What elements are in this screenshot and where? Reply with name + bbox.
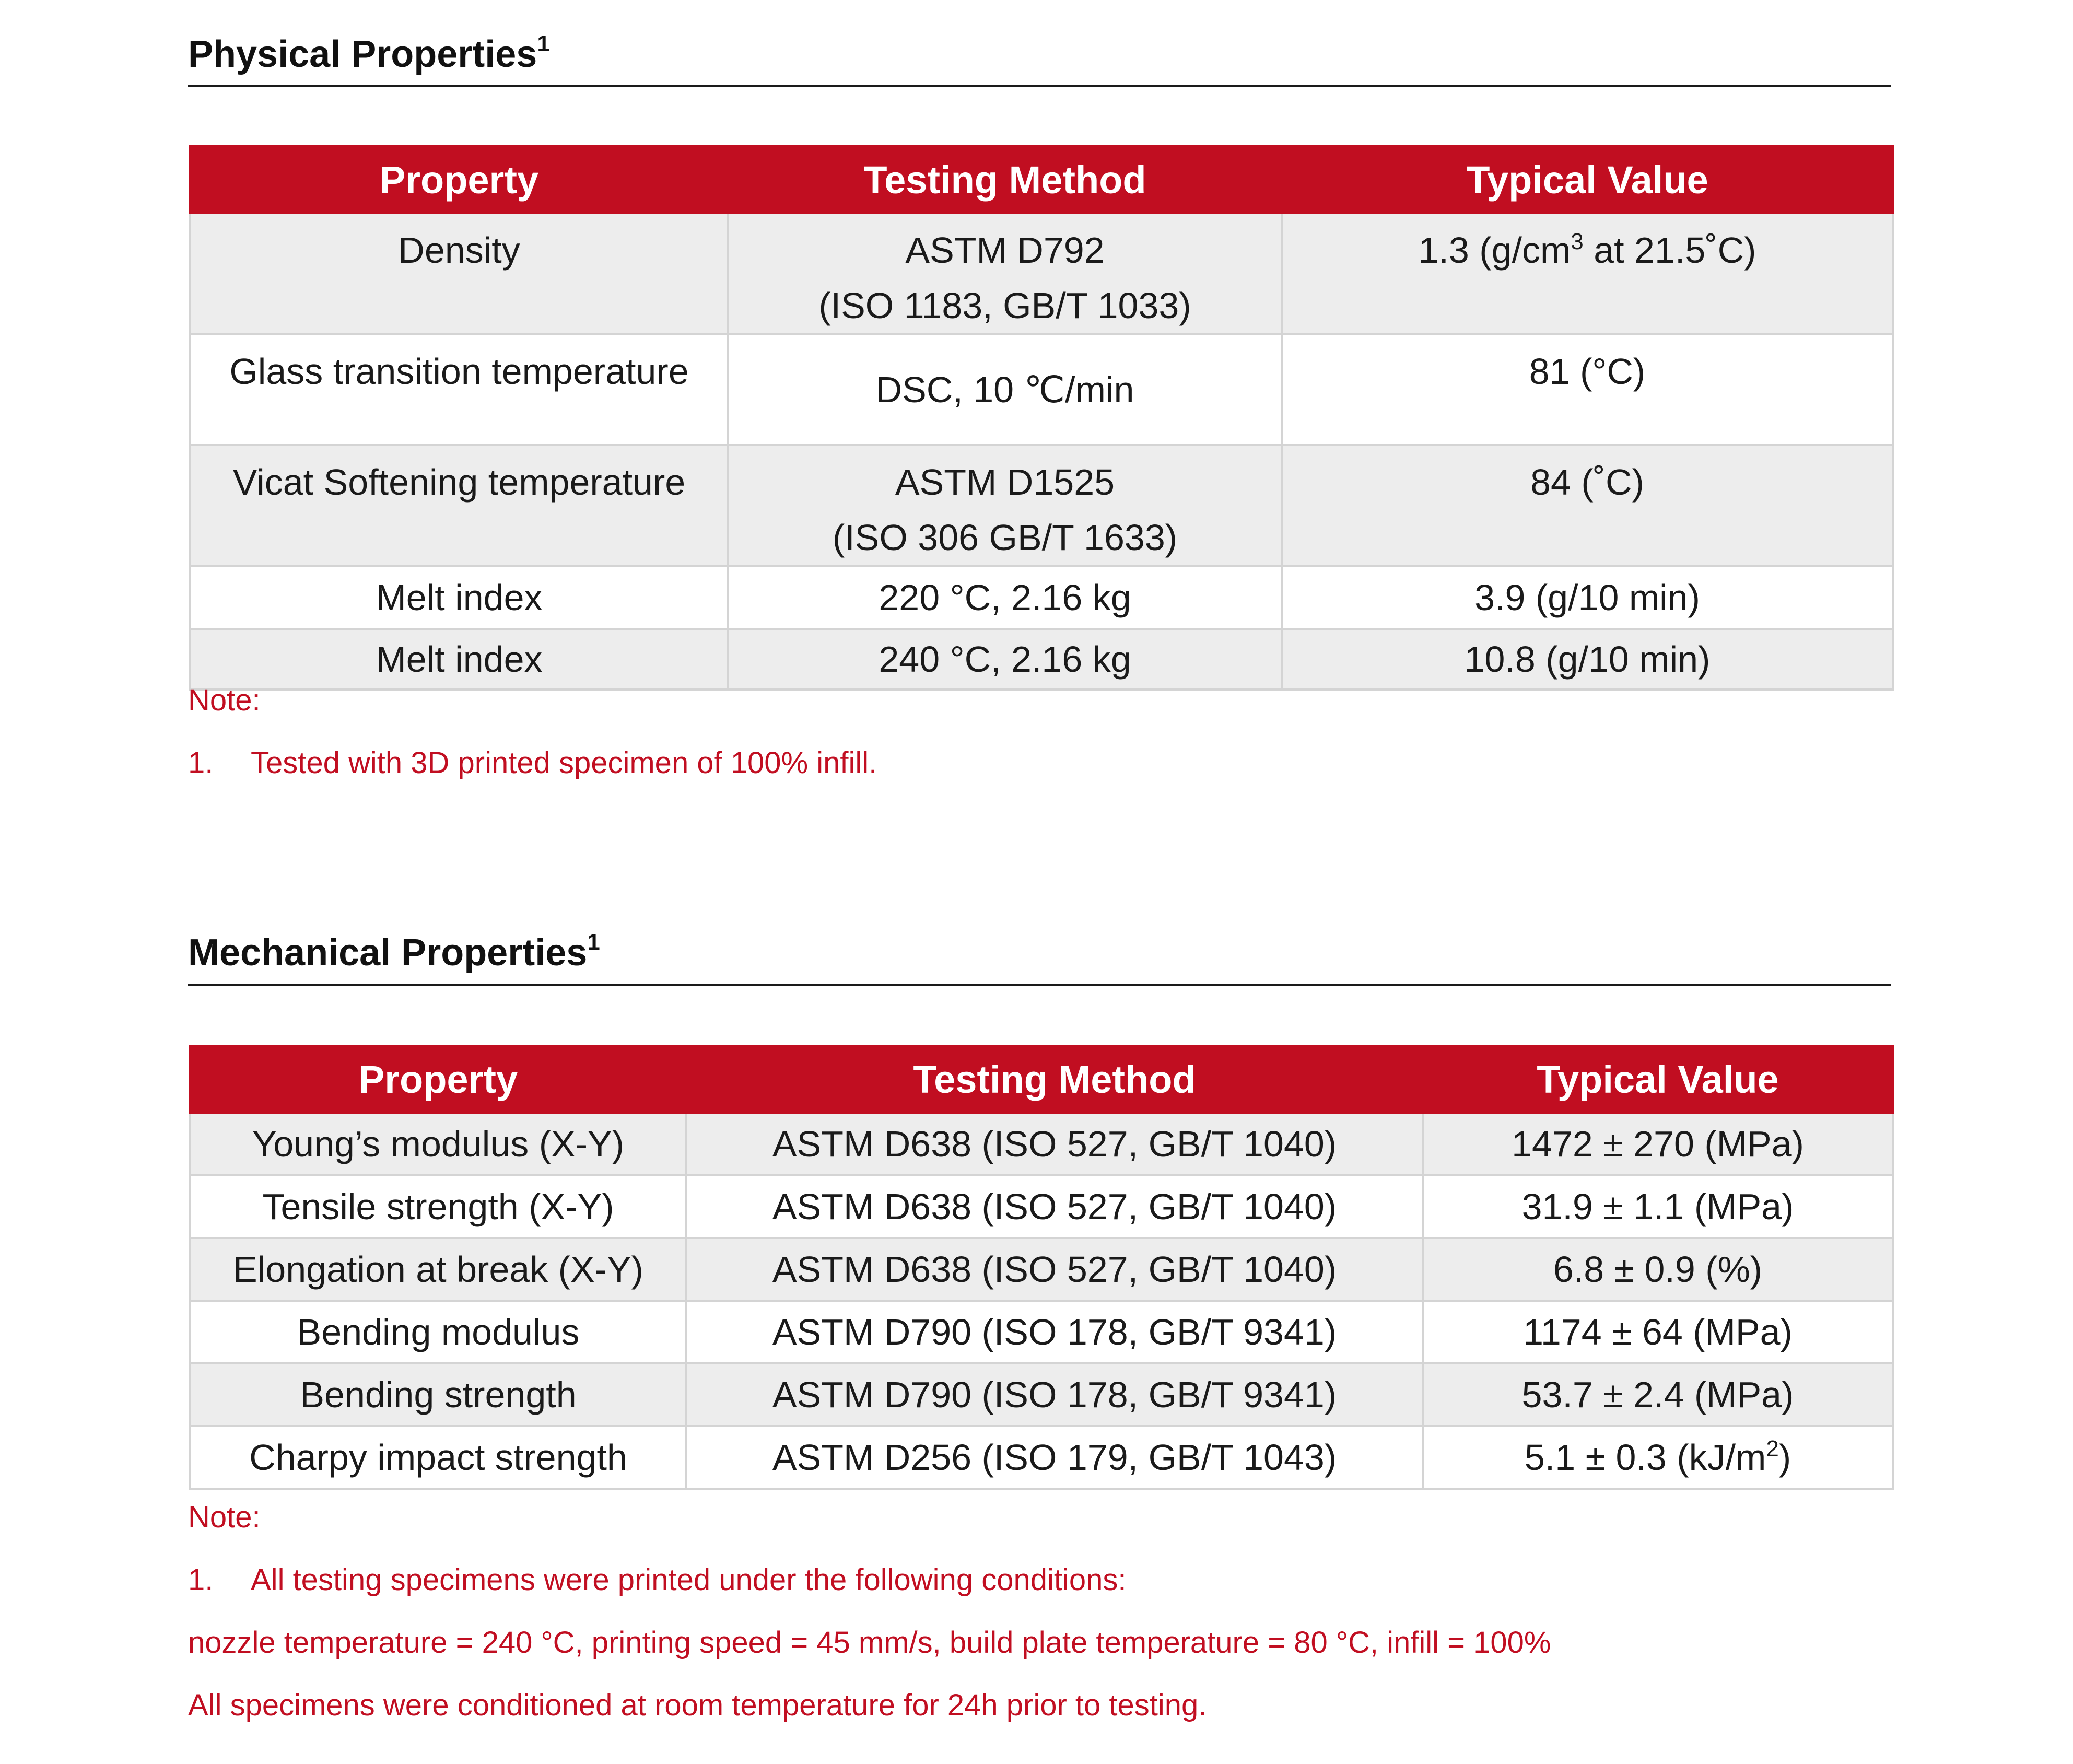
mechanical-note-item <box>188 1565 1126 1595</box>
cell-property: Young’s modulus (X-Y) <box>190 1113 686 1175</box>
cell-method: ASTM D256 (ISO 179, GB/T 1043) <box>686 1426 1423 1489</box>
table-header-row <box>190 1046 1893 1113</box>
method-line: 240 °C, 2.16 kg <box>879 639 1131 680</box>
value-superscript: 2 <box>1766 1436 1779 1462</box>
cell-method: ASTM D638 (ISO 527, GB/T 1040) <box>686 1175 1423 1238</box>
physical-title-rule <box>188 85 1891 87</box>
table-row <box>190 629 1893 690</box>
mechanical-title-rule <box>188 984 1891 986</box>
mechanical-properties-title <box>188 929 600 974</box>
cell-property: Vicat Softening temperature <box>190 445 728 566</box>
cell-method: ASTM D790 (ISO 178, GB/T 9341) <box>686 1363 1423 1426</box>
header-typical-value: Typical Value <box>1423 1046 1893 1113</box>
cell-value: 1472 ± 270 (MPa) <box>1423 1113 1893 1175</box>
note-number: 1. <box>188 1563 214 1597</box>
cell-method <box>728 213 1282 334</box>
cell-property: Tensile strength (X-Y) <box>190 1175 686 1238</box>
value-text: 5.1 ± 0.3 (kJ/m <box>1524 1437 1766 1478</box>
method-line: ASTM D792 <box>905 230 1105 271</box>
cell-property: Density <box>190 213 728 334</box>
table-row <box>190 213 1893 334</box>
method-line: ASTM D1525 <box>895 462 1115 503</box>
cell-property: Melt index <box>190 566 728 629</box>
physical-note-label: Note: <box>188 683 261 717</box>
cell-value: 81 (°C) <box>1282 334 1893 445</box>
mechanical-title-footnote-marker: 1 <box>587 929 600 955</box>
physical-properties-table <box>189 145 1894 691</box>
header-property: Property <box>190 1046 686 1113</box>
cell-value <box>1282 213 1893 334</box>
cell-value: 84 (˚C) <box>1282 445 1893 566</box>
mechanical-note-conditions: nozzle temperature = 240 °C, printing speed = 45 mm/s, build plate temperature = 80 °C, infill = 100% <box>188 1626 1551 1660</box>
header-property: Property <box>190 146 728 213</box>
cell-value: 31.9 ± 1.1 (MPa) <box>1423 1175 1893 1238</box>
header-testing-method: Testing Method <box>728 146 1282 213</box>
cell-property: Bending strength <box>190 1363 686 1426</box>
physical-title-text: Physical Properties <box>188 33 537 75</box>
table-row <box>190 1363 1893 1426</box>
method-line: DSC, 10 ℃/min <box>875 369 1134 410</box>
table-row <box>190 1301 1893 1363</box>
cell-value: 53.7 ± 2.4 (MPa) <box>1423 1363 1893 1426</box>
header-testing-method: Testing Method <box>686 1046 1423 1113</box>
method-line: (ISO 306 GB/T 1633) <box>832 517 1178 558</box>
mechanical-properties-table <box>189 1045 1894 1490</box>
physical-note-item <box>188 748 877 778</box>
table-row <box>190 1238 1893 1301</box>
mechanical-title-text: Mechanical Properties <box>188 932 588 974</box>
table-row <box>190 334 1893 445</box>
table-row <box>190 1426 1893 1489</box>
mechanical-note-conditioning: All specimens were conditioned at room temperature for 24h prior to testing. <box>188 1688 1207 1722</box>
table-row <box>190 445 1893 566</box>
cell-method <box>728 334 1282 445</box>
cell-value: 1174 ± 64 (MPa) <box>1423 1301 1893 1363</box>
header-typical-value: Typical Value <box>1282 146 1893 213</box>
cell-value: 6.8 ± 0.9 (%) <box>1423 1238 1893 1301</box>
note-text: Tested with 3D printed specimen of 100% infill. <box>251 746 877 780</box>
value-text: 1.3 (g/cm <box>1418 230 1571 271</box>
cell-property: Bending modulus <box>190 1301 686 1363</box>
cell-method: ASTM D790 (ISO 178, GB/T 9341) <box>686 1301 1423 1363</box>
cell-property: Melt index <box>190 629 728 690</box>
cell-method: ASTM D638 (ISO 527, GB/T 1040) <box>686 1113 1423 1175</box>
table-header-row <box>190 146 1893 213</box>
cell-method <box>728 566 1282 629</box>
value-text: ) <box>1778 1437 1791 1478</box>
cell-property: Glass transition temperature <box>190 334 728 445</box>
table-row <box>190 1175 1893 1238</box>
method-line: 220 °C, 2.16 kg <box>879 577 1131 618</box>
cell-property: Elongation at break (X-Y) <box>190 1238 686 1301</box>
method-line: (ISO 1183, GB/T 1033) <box>818 285 1191 326</box>
table-row <box>190 1113 1893 1175</box>
table-row <box>190 566 1893 629</box>
cell-value <box>1423 1426 1893 1489</box>
value-text: at 21.5˚C) <box>1583 230 1756 271</box>
physical-properties-title <box>188 31 550 75</box>
value-superscript: 3 <box>1571 229 1584 254</box>
cell-method: ASTM D638 (ISO 527, GB/T 1040) <box>686 1238 1423 1301</box>
physical-title-footnote-marker: 1 <box>537 31 550 56</box>
cell-property: Charpy impact strength <box>190 1426 686 1489</box>
note-number: 1. <box>188 746 214 780</box>
note-text: All testing specimens were printed under the following conditions: <box>251 1563 1127 1597</box>
cell-value: 10.8 (g/10 min) <box>1282 629 1893 690</box>
cell-method <box>728 445 1282 566</box>
mechanical-note-label: Note: <box>188 1500 261 1534</box>
cell-value: 3.9 (g/10 min) <box>1282 566 1893 629</box>
cell-method <box>728 629 1282 690</box>
